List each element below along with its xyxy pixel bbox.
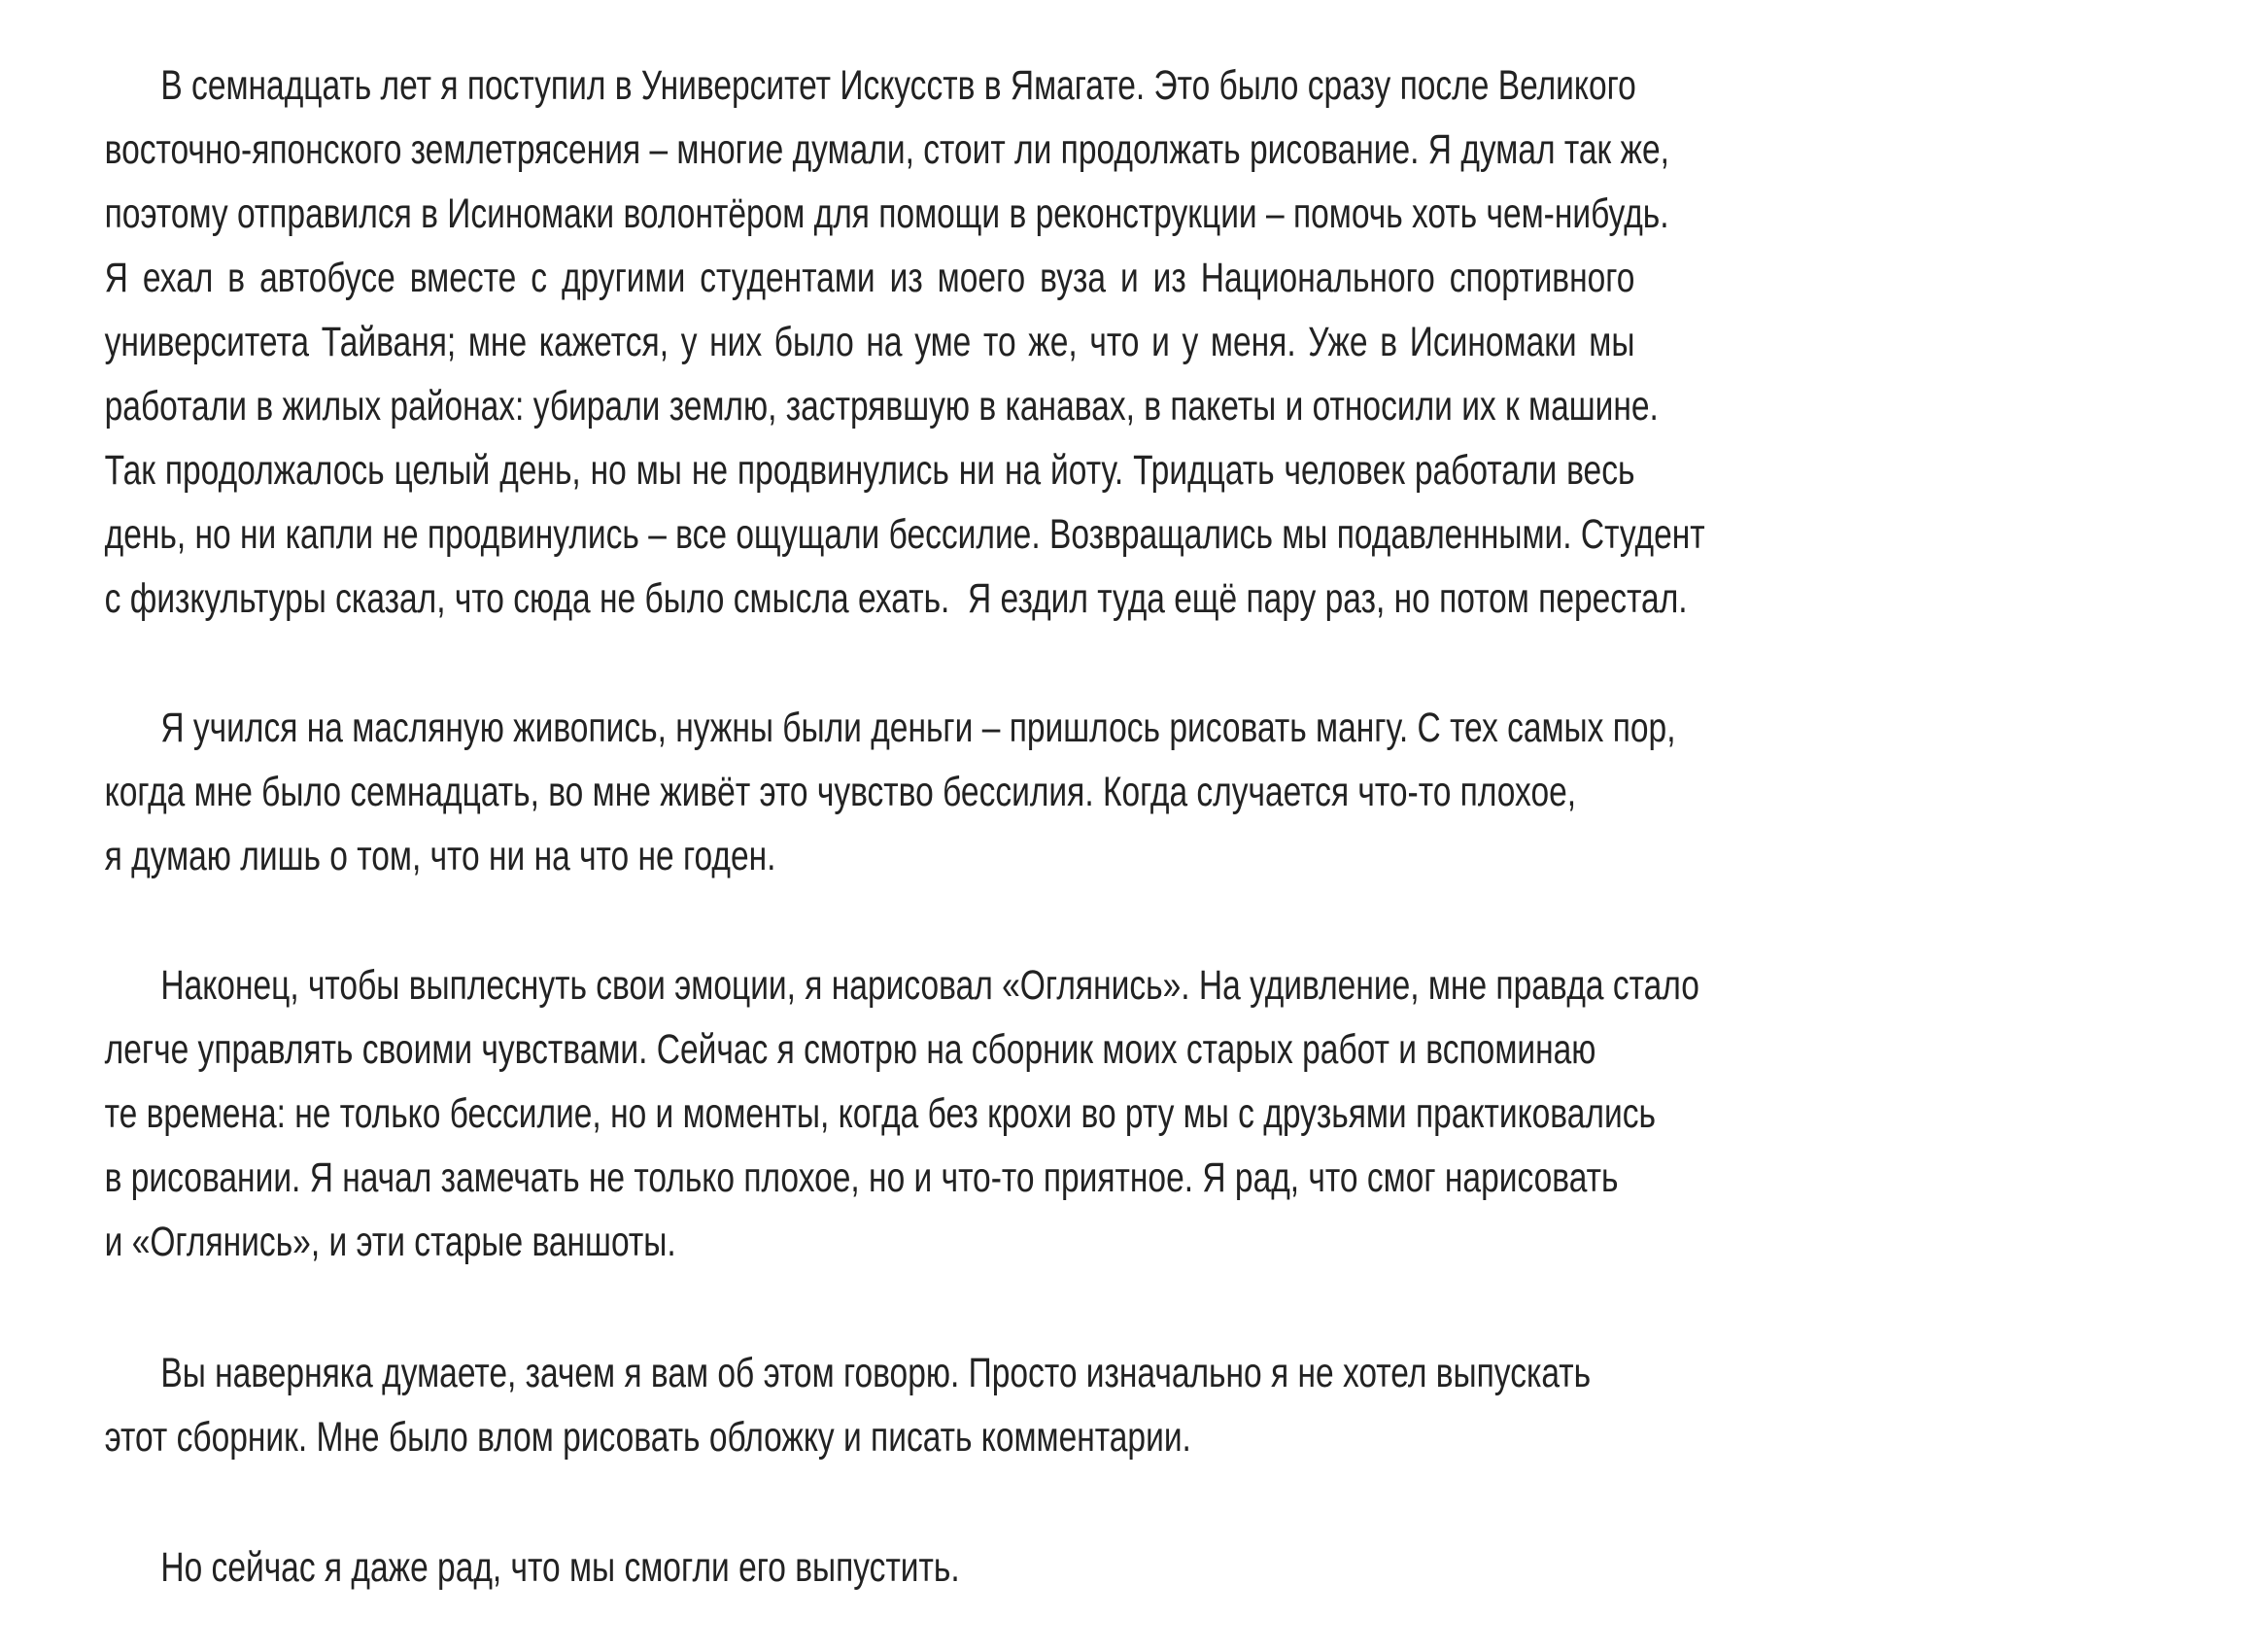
text-line: те времена: не только бессилие, но и моменты, когда без крохи во рту мы с друзьями практиковались xyxy=(104,1090,1656,1137)
text-line: работали в жилых районах: убирали землю, застрявшую в канавах, в пакеты и относили их к машине. xyxy=(104,383,1659,430)
text-line: день, но ни капли не продвинулись – все ощущали бессилие. Возвращались мы подавленными. Студент xyxy=(104,511,1705,558)
text-line: с физкультуры сказал, что сюда не было смысла ехать. Я ездил туда ещё пару раз, но потом перестал. xyxy=(104,575,1688,622)
text-line: В семнадцать лет я поступил в Университет Искусств в Ямагате. Это было сразу после Великого xyxy=(160,62,1636,109)
text-line: Я ехал в автобусе вместе с другими студентами из моего вуза и из Национального спортивного xyxy=(104,255,1635,301)
text-line: восточно-японского землетрясения – многие думали, стоит ли продолжать рисование. Я думал так же, xyxy=(104,126,1669,173)
text-line: университета Тайваня; мне кажется, у них было на уме то же, что и у меня. Уже в Исиномаки мы xyxy=(104,319,1635,365)
text-line: и «Оглянись», и эти старые ваншоты. xyxy=(104,1219,676,1265)
text-line: Я учился на масляную живопись, нужны были деньги – пришлось рисовать мангу. С тех самых пор, xyxy=(160,705,1676,751)
text-line: Но сейчас я даже рад, что мы смогли его выпустить. xyxy=(160,1544,960,1591)
text-line: Наконец, чтобы выплеснуть свои эмоции, я нарисовал «Оглянись». На удивление, мне правда стало xyxy=(160,962,1699,1009)
text-line: легче управлять своими чувствами. Сейчас я смотрю на сборник моих старых работ и вспоминаю xyxy=(104,1026,1596,1073)
text-line: когда мне было семнадцать, во мне живёт это чувство бессилия. Когда случается что-то плохое, xyxy=(104,769,1577,815)
text-line: Вы наверняка думаете, зачем я вам об этом говорю. Просто изначально я не хотел выпускать xyxy=(160,1350,1592,1396)
text-line: поэтому отправился в Исиномаки волонтёром для помощи в реконструкции – помочь хоть чем-нибудь. xyxy=(104,190,1669,237)
text-line: этот сборник. Мне было влом рисовать обложку и писать комментарии. xyxy=(104,1414,1191,1461)
text-line: в рисовании. Я начал замечать не только плохое, но и что-то приятное. Я рад, что смог нарисовать xyxy=(104,1154,1619,1201)
text-line: Так продолжалось целый день, но мы не продвинулись ни на йоту. Тридцать человек работали весь xyxy=(104,447,1635,494)
text-line: я думаю лишь о том, что ни на что не годен. xyxy=(104,833,776,879)
